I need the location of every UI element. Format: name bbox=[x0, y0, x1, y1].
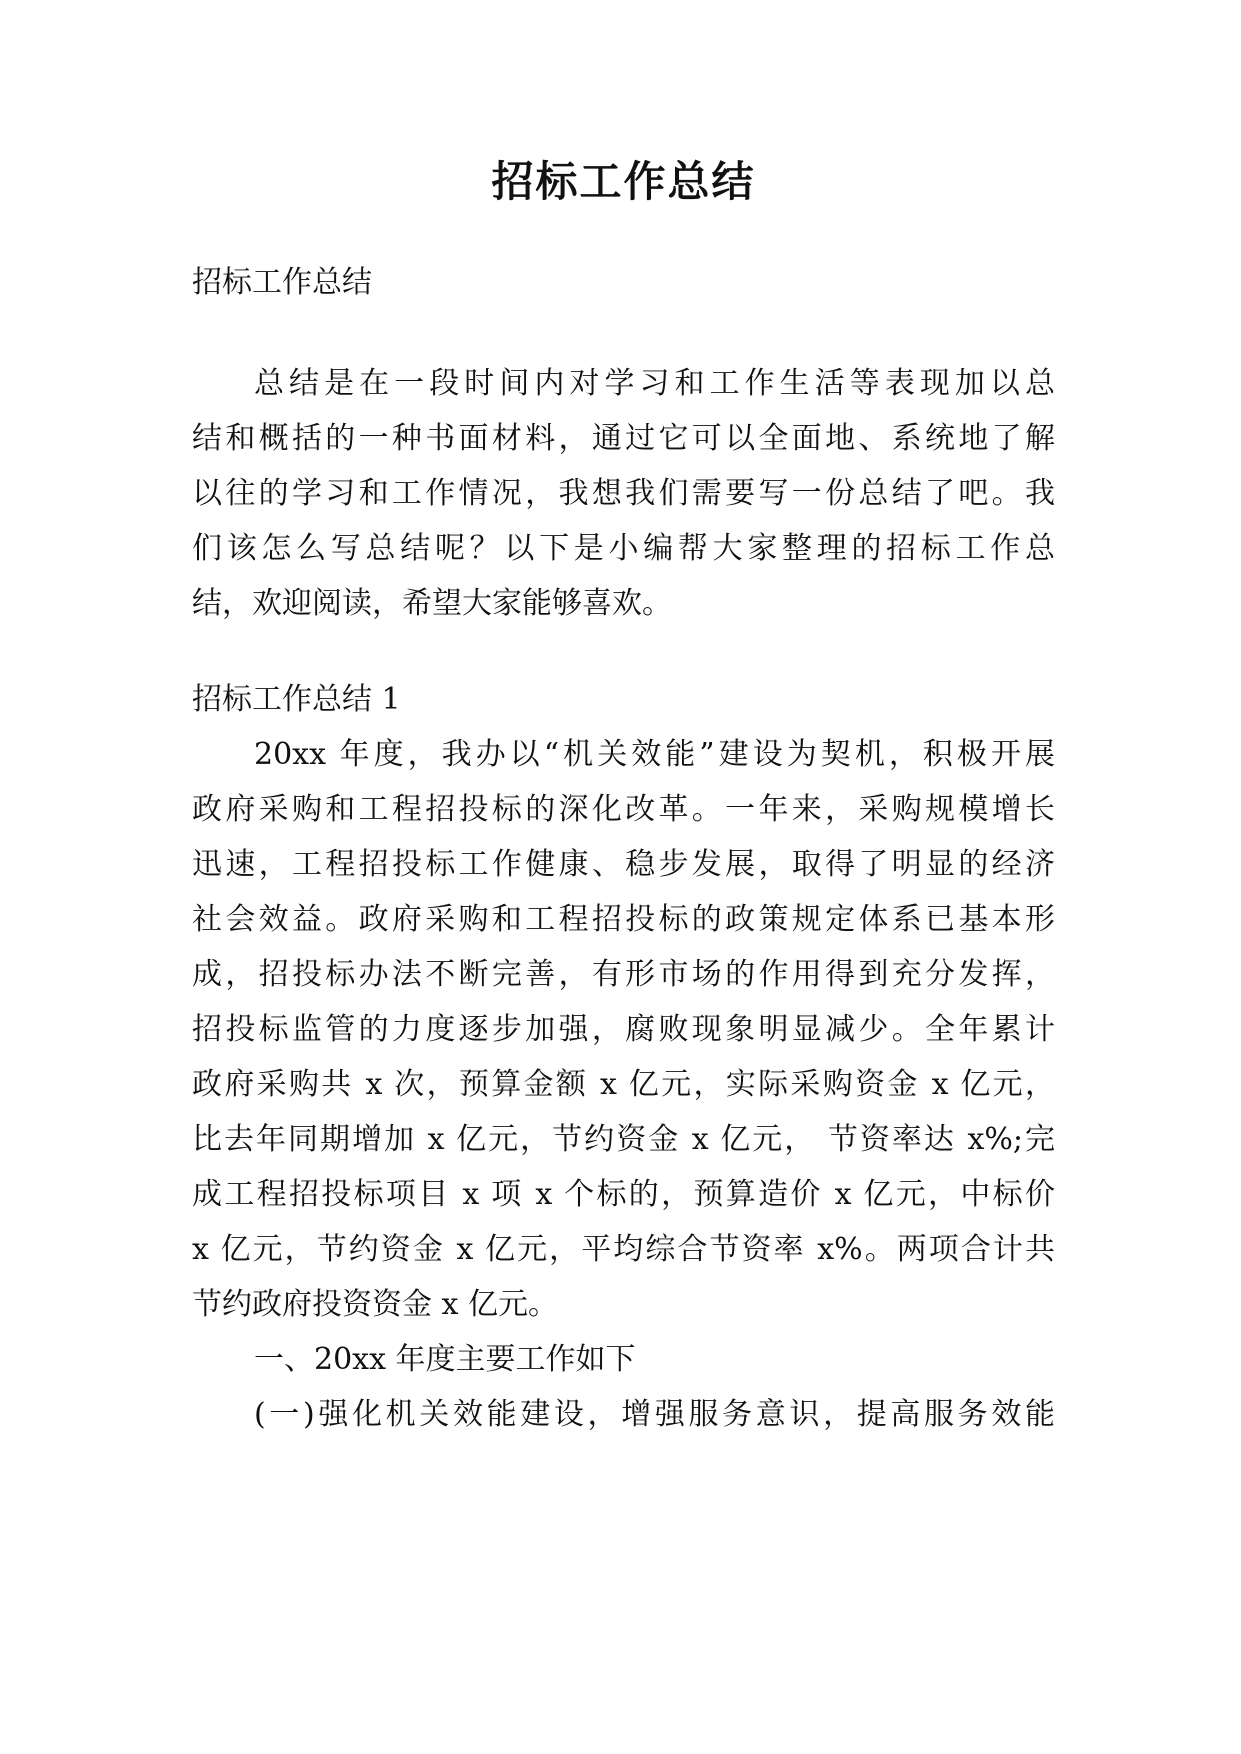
item-heading: 一、20xx 年度主要工作如下 bbox=[254, 1342, 636, 1377]
body-line: x 亿元，节约资金 x 亿元，平均综合节资率 x%。两项合计共 bbox=[192, 1232, 1055, 1267]
intro-line: 们该怎么写总结呢？以下是小编帮大家整理的招标工作总 bbox=[192, 531, 1055, 566]
body-line: 政府采购和工程招投标的深化改革。一年来，采购规模增长 bbox=[192, 792, 1055, 827]
section-heading: 招标工作总结 1 bbox=[192, 682, 401, 717]
body-line: 20xx 年度，我办以“机关效能”建设为契机，积极开展 bbox=[254, 737, 1055, 772]
body-line: 成工程招投标项目 x 项 x 个标的，预算造价 x 亿元，中标价 bbox=[192, 1177, 1055, 1212]
body-line: 社会效益。政府采购和工程招投标的政策规定体系已基本形 bbox=[192, 902, 1055, 937]
body-line: 成，招投标办法不断完善，有形市场的作用得到充分发挥， bbox=[192, 957, 1055, 992]
body-line: 迅速，工程招投标工作健康、稳步发展，取得了明显的经济 bbox=[192, 847, 1055, 882]
body-line: 招投标监管的力度逐步加强，腐败现象明显减少。全年累计 bbox=[192, 1012, 1055, 1047]
sub-item-heading: (一)强化机关效能建设，增强服务意识，提高服务效能 bbox=[254, 1397, 1055, 1432]
intro-line: 结，欢迎阅读，希望大家能够喜欢。 bbox=[192, 586, 672, 621]
document-subtitle: 招标工作总结 bbox=[192, 265, 372, 300]
intro-line: 结和概括的一种书面材料，通过它可以全面地、系统地了解 bbox=[192, 421, 1055, 456]
intro-line: 以往的学习和工作情况，我想我们需要写一份总结了吧。我 bbox=[192, 476, 1055, 511]
intro-line: 总结是在一段时间内对学习和工作生活等表现加以总 bbox=[254, 366, 1055, 401]
body-line: 比去年同期增加 x 亿元，节约资金 x 亿元， 节资率达 x%;完 bbox=[192, 1122, 1055, 1157]
body-line: 节约政府投资资金 x 亿元。 bbox=[192, 1287, 558, 1322]
document-title: 招标工作总结 bbox=[491, 157, 756, 206]
body-line: 政府采购共 x 次，预算金额 x 亿元，实际采购资金 x 亿元， bbox=[192, 1067, 1055, 1102]
